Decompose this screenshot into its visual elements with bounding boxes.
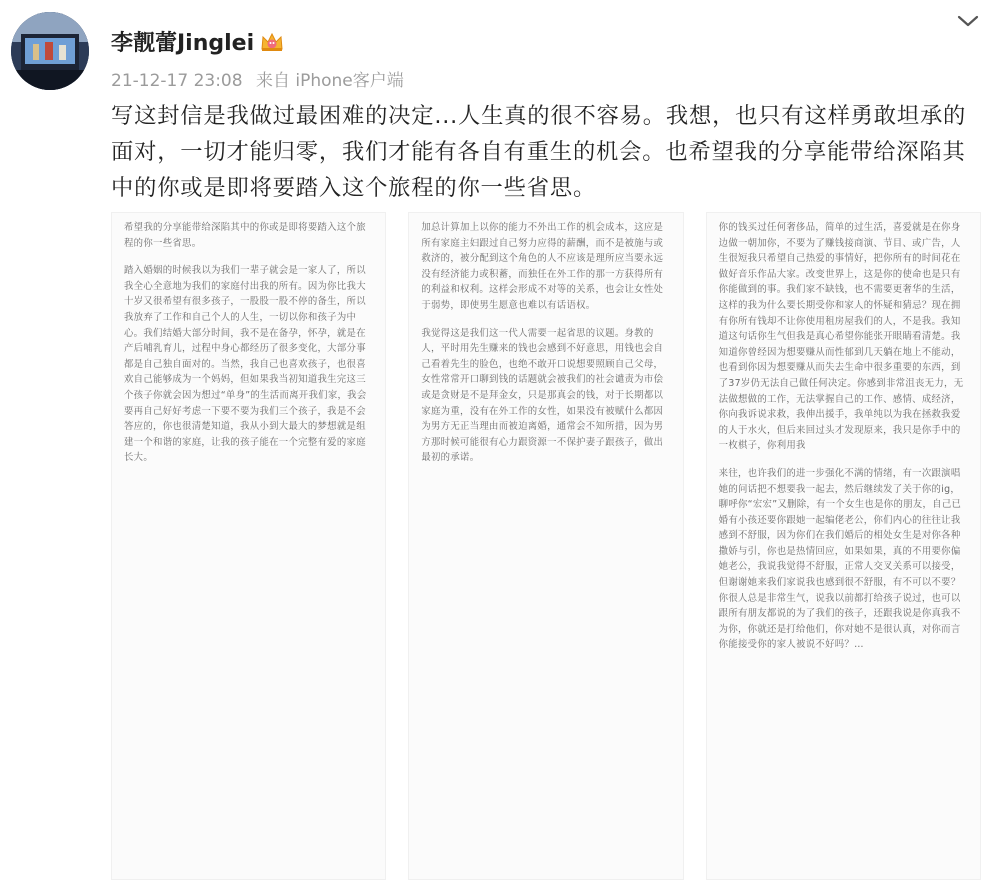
post-meta <box>111 66 412 91</box>
letter-paragraph: 我觉得这是我们这一代人需要一起省思的议题。身教的人，平时用先生赚来的钱也会感到不好意思，用钱也会自己看着先生的脸色，也绝不敢开口说想要照顾自己父母，女性常常开口聊到钱的话题就会被我们的社会谴责为市侩或是贪财是不是拜金女，只是那真会的钱，对于长期都以家庭为重，没有在外工作的女性，如果没有被赋什么都因为男方无正当理由而被迫离婚，通常会不知所措，因为男方那时候可能很有心力跟资源一不保护妻子跟孩子，做出最初的承诺。 <box>421 327 664 464</box>
letter-page-2[interactable] <box>408 212 683 880</box>
post-body: 写这封信是我做过最困难的决定...人生真的很不容易。我想，也只有这样勇敢坦承的面对，一切才能归零，我们才能有各自有重生的机会。也希望我的分享能带给深陷其中的你或是即将要踏入这个旅程的你一些省思。 <box>111 103 967 201</box>
letter-page-text <box>706 212 981 653</box>
letter-paragraph: 来往，也许我们的进一步强化不满的情绪，有一次跟演唱她的问话把不想要我一起去，然后继续发了关于你的ig，聊呼你“宏宏”又删除，有一个女生也是你的朋友，自己已婚有小孩还要你跟她一起编佬老公，你们内心的往往让我感到不舒服，因为你们在我们婚后的相处女生是对你各种撒娇与引，你也是热情回应，如果如果，真的不用要你偏她老公，我说我觉得不舒服，正常人交叉关系可以接受，但谢谢她来我们家说我也感到很不舒服，有不可以不要？你很人总是非常生气，说我以前都打给孩子说过，也可以跟所有朋友都说的为了我们的孩子，还跟我说是你真我不为你，你就还是打给他们，你对她不是很认真，对你而言你能接受你的家人被说不好吗？… <box>718 467 962 651</box>
post-source[interactable]: 来自 iPhone客户端 <box>255 71 404 91</box>
letter-paragraph: 踏入婚姻的时候我以为我们一辈子就会是一家人了，所以我全心全意地为我们的家庭付出我的所有。因为你比我大十岁又很希望有很多孩子，一股股一股不停的备生，所以我放弃了工作和自己个人的人生，一切以你和孩子为中心。我们结婚大部分时间，我不是在备孕，怀孕，就是在产后哺乳育儿，过程中身心都经历了很多变化，大部分事都是自己独自面对的。当然，我自己也喜欢孩子，也很喜欢自己能够成为一个妈妈，但如果我当初知道我生完这三个孩子你就会因为想过“单身”的生活而离开我们家，我会要再自己好好考虑一下要不要为我们三个孩子，我是不会答应的，你也很清楚知道，我从小到大最大的梦想就是组建一个和谐的家庭，让我的孩子能在一个完整有爱的家庭长大。 <box>124 265 367 464</box>
letter-image-gallery <box>111 212 981 880</box>
letter-page-text <box>111 212 386 466</box>
chevron-down-icon[interactable] <box>954 10 982 32</box>
post-timestamp: 21-12-17 23:08 <box>111 71 243 91</box>
letter-page-text <box>408 212 683 466</box>
crown-badge-icon <box>260 31 284 53</box>
avatar-image-icon <box>11 12 89 90</box>
letter-page-3[interactable] <box>706 212 981 880</box>
letter-paragraph: 你的钱买过任何奢侈品，简单的过生活，喜爱就是在你身边做一朝加你，不要为了赚钱接商演、节目、或广告，人生很短我只希望自己热爱的事情好，把你所有的时间花在做好音乐作品大家。改变世界上，这是你的使命也是只有你能做到的事。我们家不缺钱，也不需要更奢华的生活，这样的我为什么要长期受你和家人的怀疑和猜忌？现在拥有你所有钱却不让你使用租房屋我们的人，不是我。我知道这句话你生气但我是真心希望你能张开眼睛看清楚。我知道你曾经因为想要赚从而性郁到几天躺在地上不能动，也看到你因为想要赚从而失去生命中很多重要的东西，到了37岁仍无法自己做任何决定。你感到非常沮丧无力，无法做想做的工作，无法掌握自己的工作、感情、成经济，你向我诉说求救，我伸出援手，我单纯以为我在拯救我爱的人于水火，但后来回过头才发现原来，我只是你手中的一枚棋子，你利用我 <box>718 222 964 452</box>
letter-paragraph: 加总计算加上以你的能力不外出工作的机会成本，这应是所有家庭主妇跟过自己努力应得的薪酬，而不是被施与或救济的，被分配到这个角色的人不应该是理所应当要永远没有经济能力或积蓄，而独任在外工作的那一方获得所有的利益和权利。这样会形成不对等的关系，也会让女性处于弱势，即使男生愿意也难以有话语权。 <box>421 222 664 311</box>
letter-page-1[interactable] <box>111 212 386 880</box>
username[interactable] <box>111 26 284 57</box>
avatar[interactable] <box>11 12 89 90</box>
username-text: 李靓蕾Jinglei <box>111 31 255 56</box>
letter-paragraph: 希望我的分享能带给深陷其中的你或是即将要踏入这个旅程的你一些省思。 <box>124 222 366 249</box>
